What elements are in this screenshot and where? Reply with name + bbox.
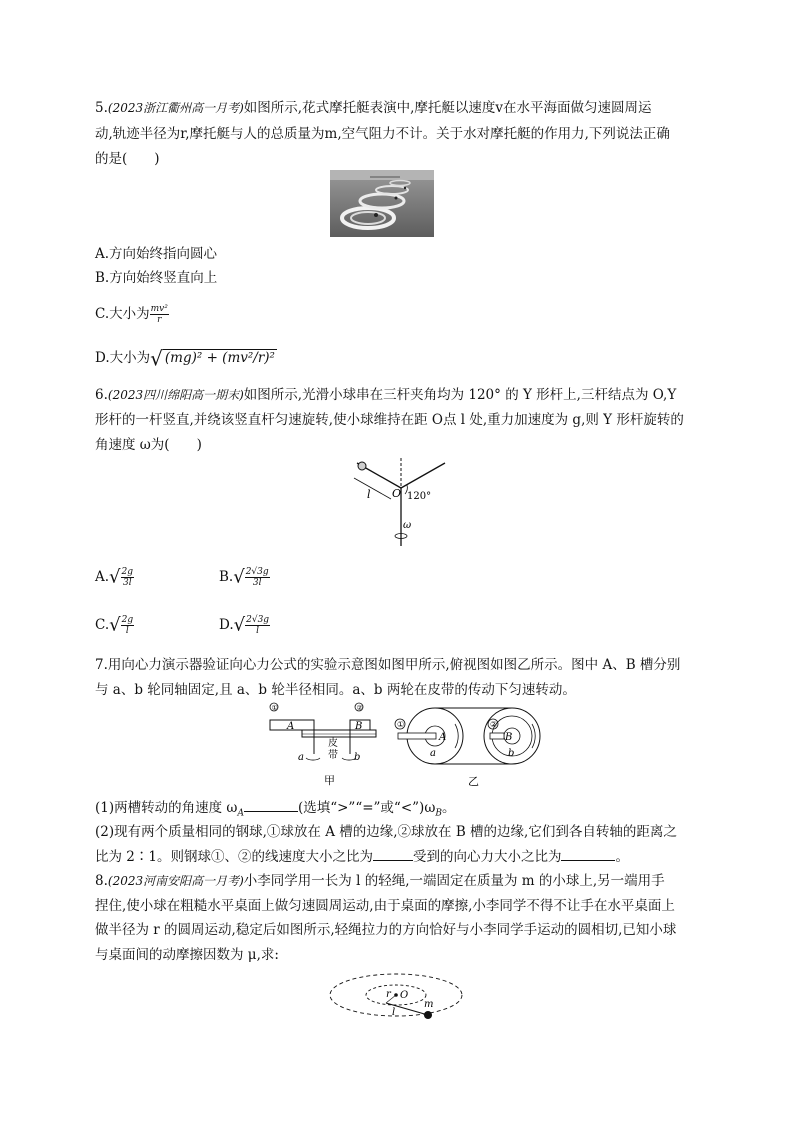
q7-yi-label-b-upper: B xyxy=(505,732,513,743)
q8-line2: 捏住,使小球在粗糙水平桌面上做匀速圆周运动,由于桌面的摩擦,小李同学不得不让手在水平桌面上 xyxy=(95,898,675,914)
q7-yi-label-a-upper: A xyxy=(439,732,447,743)
q8-label-l: l xyxy=(392,1007,396,1018)
q6-option-a: A.√ $\frac{2g}{3l}$ xyxy=(95,566,134,588)
q7-yi-label-a: a xyxy=(430,748,436,759)
q7-jia-ball1: ① xyxy=(271,704,278,712)
q7-jia-label-b-upper: B xyxy=(355,721,363,732)
q5-line1: 5.(2023浙江衢州高一月考)如图所示,花式摩托艇表演中,摩托艇以速度v在水平海面做匀速圆周运 xyxy=(95,100,652,116)
q5-option-c: C.大小为 $\frac{\text{mv²}}{r}$ xyxy=(95,304,168,325)
q7-sub1: (1)两槽转动的角速度 $\omega_A$ (选填“>”“=”或“$<”)\omega_B$。 xyxy=(95,800,456,819)
q7-sub2-line2: 比为 2∶1。则钢球①、②的线速度大小之比为 受到的向心力大小之比为 。 xyxy=(95,849,629,865)
q5-option-a: A.方向始终指向圆心 xyxy=(95,246,218,262)
q7-figure-yi-caption: 乙 xyxy=(468,775,479,788)
q8-line1: 8.(2023河南安阳高一月考)小李同学用一长为 l 的轻绳,一端固定在质量为 m 的小球上,另一端用手 xyxy=(95,873,665,889)
q5-optc-fraction: $\frac{\text{mv²}}{r}$ xyxy=(150,304,168,325)
q7-yi-ball1: ① xyxy=(397,720,405,729)
q8-line4: 与桌面间的动摩擦因数为 μ,求: xyxy=(95,947,279,963)
q8-line3: 做半径为 r 的圆周运动,稳定后如图所示,轻绳拉力的方向恰好与小李同学手运动的圆相切,已知小球 xyxy=(95,922,677,938)
q7-yi-ball2: ② xyxy=(490,720,498,729)
q6-line1: 6.(2023四川绵阳高一期末)如图所示,光滑小球串在三杆夹角均为 120° 的 Y 形杆上,三杆结点为 O,Y xyxy=(95,387,677,403)
q7-figure-yi xyxy=(390,706,550,790)
q6-label-o: O xyxy=(392,487,402,500)
q7-sub2-force-ratio-blank[interactable] xyxy=(561,860,615,861)
q5-optd-expression: (mg)² + (mv²/r)² xyxy=(164,350,275,366)
q6-source: (2023四川绵阳高一期末) xyxy=(107,388,244,402)
q5-source: (2023浙江衢州高一月考) xyxy=(107,101,244,115)
q6-figure xyxy=(345,458,455,548)
q5-number: 5. xyxy=(95,100,108,116)
q8-figure xyxy=(328,970,464,1022)
q7-yi-label-b: b xyxy=(508,748,515,759)
q6-line2: 形杆的一杆竖直,并绕该竖直杆匀速旋转,使小球维持在距 O点 l 处,重力加速度为 g,则 Y 形杆旋转的 xyxy=(95,412,684,428)
q7-jia-label-a-upper: A xyxy=(287,721,295,732)
q6-label-omega: ω xyxy=(403,520,412,531)
q7-sub2-line1: (2)现有两个质量相同的钢球,①球放在 A 槽的边缘,②球放在 B 槽的边缘,它们到各自转轴的距离之 xyxy=(95,824,677,840)
q5-photo xyxy=(330,170,434,237)
q6-option-c: C.√ $\frac{2g}{l}$ xyxy=(95,614,134,636)
q7-line2: 与 a、b 轮同轴固定,且 a、b 轮半径相同。a、b 两轮在皮带的传动下匀速转动。 xyxy=(95,682,576,698)
q6-option-b: B.√ $\frac{2√3g}{3l}$ xyxy=(219,566,269,588)
q8-source: (2023河南安阳高一月考) xyxy=(107,874,244,888)
q7-sub2-velocity-ratio-blank[interactable] xyxy=(373,860,413,861)
q7-figure-jia xyxy=(262,698,382,788)
q6-label-l: l xyxy=(367,488,371,501)
q7-sub1-answer-blank[interactable] xyxy=(244,811,298,812)
q6-line3: 角速度 ω为( ) xyxy=(95,437,202,453)
q7-figure-jia-caption: 甲 xyxy=(324,774,335,787)
q5-option-b: B.方向始终竖直向上 xyxy=(95,270,218,286)
q8-label-m: m xyxy=(424,999,434,1010)
q7-jia-ball2: ② xyxy=(356,704,363,712)
q7-jia-label-dai: 带 xyxy=(328,750,338,761)
q7-jia-label-a: a xyxy=(298,752,304,763)
q8-label-r: r xyxy=(386,989,391,1000)
q5-line3: 的是( ) xyxy=(95,151,160,167)
q5-option-d: D.大小为√ (mg)² + (mv²/r)² xyxy=(95,346,275,371)
q5-line2: 动,轨迹半径为r,摩托艇与人的总质量为m,空气阻力不计。关于水对摩托艇的作用力,下列说法正确 xyxy=(95,126,670,142)
q8-label-o: O xyxy=(400,990,409,1001)
q7-jia-label-pi: 皮 xyxy=(328,738,338,749)
q6-option-d: D.√ $\frac{2√3g}{l}$ xyxy=(219,614,270,636)
q7-line1: 7.用向心力演示器验证向心力公式的实验示意图如图甲所示,俯视图如图乙所示。图中 A、B 槽分别 xyxy=(95,657,681,673)
q6-label-angle: 120° xyxy=(407,491,432,502)
q7-jia-label-b: b xyxy=(354,752,361,763)
